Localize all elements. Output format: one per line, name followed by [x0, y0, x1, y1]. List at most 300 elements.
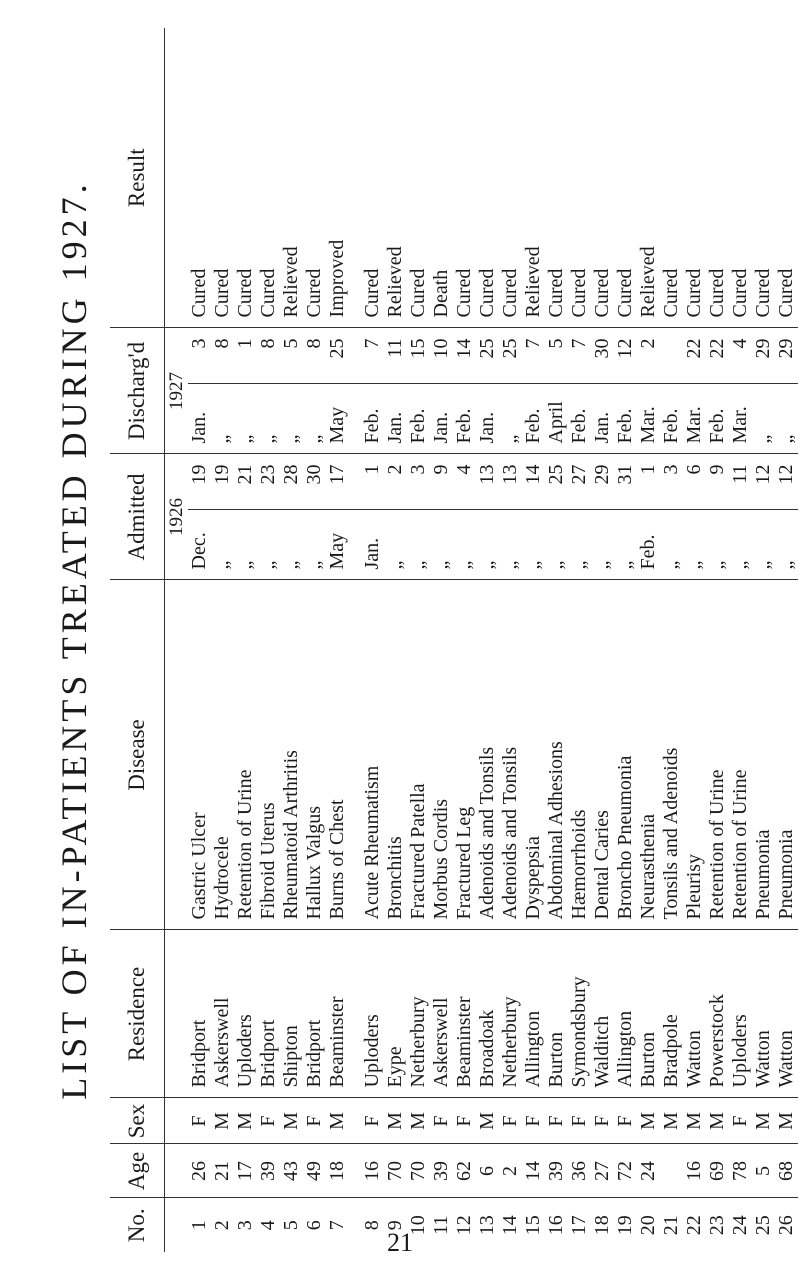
- admitted-year: 1926: [165, 454, 189, 580]
- residence-cell: Askerswell: [430, 930, 453, 1098]
- admitted-month-cell: „: [476, 510, 499, 580]
- sex-cell: M: [637, 1098, 660, 1144]
- discharged-day-cell: 3: [188, 328, 211, 384]
- row-number: 4: [257, 1220, 279, 1231]
- sex-cell: M: [280, 1098, 303, 1144]
- row-number: 18: [591, 1215, 613, 1236]
- disease-cell: Burns of Chest: [326, 580, 349, 930]
- admitted-day-cell: 29: [591, 454, 614, 510]
- sex-cell: M: [752, 1098, 775, 1144]
- result-cell: Cured: [568, 28, 591, 328]
- col-residence: Residence: [110, 930, 165, 1098]
- admitted-month-cell: Dec.: [188, 510, 211, 580]
- discharged-day-cell: 11: [384, 328, 407, 384]
- sex-cell: F: [361, 1098, 384, 1144]
- col-result: Result: [110, 28, 165, 328]
- table-row: [522, 28, 545, 1252]
- age-cell: 69: [706, 1144, 729, 1198]
- row-number: 16: [545, 1215, 567, 1236]
- result-cell: Cured: [407, 28, 430, 328]
- row-number: 6: [303, 1220, 325, 1231]
- disease-cell: Broncho Pneumonia: [614, 580, 637, 930]
- admitted-month-cell: „: [430, 510, 453, 580]
- result-cell: Cured: [775, 28, 798, 328]
- discharged-day-cell: 12: [614, 328, 637, 384]
- table-row: [729, 28, 752, 1252]
- admitted-month-cell: „: [522, 510, 545, 580]
- sex-cell: F: [188, 1098, 211, 1144]
- age-cell: 26: [188, 1144, 211, 1198]
- discharged-day-cell: 8: [211, 328, 234, 384]
- row-number: 5: [280, 1220, 302, 1231]
- table-row: [234, 28, 257, 1252]
- result-cell: Cured: [211, 28, 234, 328]
- discharged-day-cell: 7: [522, 328, 545, 384]
- admitted-month-cell: „: [706, 510, 729, 580]
- age-cell: 14: [522, 1144, 545, 1198]
- col-admitted: Admitted: [110, 454, 165, 580]
- admitted-day-cell: 19: [188, 454, 211, 510]
- discharged-month-cell: Feb.: [706, 384, 729, 454]
- discharged-day-cell: 5: [280, 328, 303, 384]
- admitted-month-cell: „: [453, 510, 476, 580]
- discharged-day-cell: 7: [568, 328, 591, 384]
- discharged-month-cell: Jan.: [591, 384, 614, 454]
- table-row: [775, 28, 798, 1252]
- age-cell: 39: [545, 1144, 568, 1198]
- residence-cell: Bridport: [188, 930, 211, 1098]
- table-row: [257, 28, 280, 1252]
- admitted-month-cell: „: [729, 510, 752, 580]
- residence-cell: Uploders: [361, 930, 384, 1098]
- admitted-day-cell: 28: [280, 454, 303, 510]
- disease-cell: Fractured Patella: [407, 580, 430, 930]
- result-cell: Death: [430, 28, 453, 328]
- disease-cell: Morbus Cordis: [430, 580, 453, 930]
- admitted-month-cell: „: [211, 510, 234, 580]
- disease-cell: Adenoids and Tonsils: [499, 580, 522, 930]
- sex-cell: M: [384, 1098, 407, 1144]
- sex-cell: M: [211, 1098, 234, 1144]
- age-cell: 27: [591, 1144, 614, 1198]
- result-cell: Cured: [752, 28, 775, 328]
- discharged-day-cell: 14: [453, 328, 476, 384]
- residence-cell: Uploders: [234, 930, 257, 1098]
- discharged-month-cell: May: [326, 384, 349, 454]
- admitted-month-cell: „: [499, 510, 522, 580]
- admitted-month-cell: „: [384, 510, 407, 580]
- age-cell: 6: [476, 1144, 499, 1198]
- sex-cell: F: [545, 1098, 568, 1144]
- age-cell: 36: [568, 1144, 591, 1198]
- table-row: [453, 28, 476, 1252]
- row-number: 10: [407, 1215, 429, 1236]
- table-gap-row: [349, 28, 361, 1252]
- discharged-month-cell: Mar.: [637, 384, 660, 454]
- residence-cell: Beaminster: [453, 930, 476, 1098]
- row-number: 11: [430, 1215, 452, 1235]
- table-row: [476, 28, 499, 1252]
- admitted-month-cell: „: [257, 510, 280, 580]
- age-cell: 39: [257, 1144, 280, 1198]
- sex-cell: F: [591, 1098, 614, 1144]
- disease-cell: Dyspepsia: [522, 580, 545, 930]
- discharged-month-cell: „: [280, 384, 303, 454]
- table-row: [752, 28, 775, 1252]
- discharged-year: 1927: [165, 328, 189, 454]
- admitted-month-cell: „: [775, 510, 798, 580]
- age-cell: 49: [303, 1144, 326, 1198]
- sex-cell: F: [453, 1098, 476, 1144]
- sex-cell: F: [614, 1098, 637, 1144]
- discharged-day-cell: 22: [683, 328, 706, 384]
- discharged-month-cell: Jan.: [430, 384, 453, 454]
- sex-cell: M: [234, 1098, 257, 1144]
- discharged-day-cell: 10: [430, 328, 453, 384]
- disease-cell: Pneumonia: [752, 580, 775, 930]
- discharged-month-cell: „: [499, 384, 522, 454]
- discharged-day-cell: 4: [729, 328, 752, 384]
- disease-cell: Adenoids and Tonsils: [476, 580, 499, 930]
- admitted-day-cell: 17: [326, 454, 349, 510]
- discharged-month-cell: „: [303, 384, 326, 454]
- result-cell: Relieved: [384, 28, 407, 328]
- discharged-day-cell: [660, 328, 683, 384]
- table-row: [280, 28, 303, 1252]
- discharged-month-cell: Mar.: [729, 384, 752, 454]
- table-row: [614, 28, 637, 1252]
- header-row: [110, 28, 165, 1252]
- residence-cell: Beaminster: [326, 930, 349, 1098]
- residence-cell: Netherbury: [499, 930, 522, 1098]
- admitted-day-cell: 1: [361, 454, 384, 510]
- result-cell: Relieved: [280, 28, 303, 328]
- row-number: 7: [326, 1220, 348, 1231]
- sex-cell: M: [706, 1098, 729, 1144]
- discharged-day-cell: 1: [234, 328, 257, 384]
- residence-cell: Broadoak: [476, 930, 499, 1098]
- disease-cell: Tonsils and Adenoids: [660, 580, 683, 930]
- discharged-month-cell: Feb.: [453, 384, 476, 454]
- discharged-month-cell: Mar.: [683, 384, 706, 454]
- admitted-month-cell: „: [591, 510, 614, 580]
- admitted-day-cell: 1: [637, 454, 660, 510]
- result-cell: Cured: [188, 28, 211, 328]
- discharged-month-cell: Feb.: [660, 384, 683, 454]
- discharged-day-cell: 29: [775, 328, 798, 384]
- disease-cell: Gastric Ulcer: [188, 580, 211, 930]
- admitted-month-cell: „: [407, 510, 430, 580]
- residence-cell: Burton: [637, 930, 660, 1098]
- result-cell: Cured: [545, 28, 568, 328]
- discharged-day-cell: 25: [326, 328, 349, 384]
- row-number: 23: [706, 1215, 728, 1236]
- discharged-month-cell: „: [775, 384, 798, 454]
- admitted-day-cell: 12: [775, 454, 798, 510]
- residence-cell: Uploders: [729, 930, 752, 1098]
- table-row: [683, 28, 706, 1252]
- table-row: [568, 28, 591, 1252]
- discharged-day-cell: 7: [361, 328, 384, 384]
- result-cell: Relieved: [637, 28, 660, 328]
- row-number: 12: [453, 1215, 475, 1236]
- patients-table: [110, 28, 798, 1252]
- result-cell: Cured: [660, 28, 683, 328]
- residence-cell: Watton: [775, 930, 798, 1098]
- residence-cell: Netherbury: [407, 930, 430, 1098]
- sex-cell: F: [257, 1098, 280, 1144]
- col-discharged: Discharg'd: [110, 328, 165, 454]
- discharged-month-cell: Jan.: [188, 384, 211, 454]
- discharged-day-cell: 30: [591, 328, 614, 384]
- discharged-month-cell: Jan.: [476, 384, 499, 454]
- age-cell: 78: [729, 1144, 752, 1198]
- discharged-day-cell: 8: [257, 328, 280, 384]
- discharged-month-cell: Feb.: [568, 384, 591, 454]
- table-row: [545, 28, 568, 1252]
- discharged-month-cell: Feb.: [407, 384, 430, 454]
- admitted-day-cell: 12: [752, 454, 775, 510]
- row-number: 25: [752, 1215, 774, 1236]
- discharged-day-cell: 8: [303, 328, 326, 384]
- row-number: 17: [568, 1215, 590, 1236]
- sex-cell: F: [568, 1098, 591, 1144]
- admitted-day-cell: 31: [614, 454, 637, 510]
- admitted-month-cell: „: [568, 510, 591, 580]
- disease-cell: Bronchitis: [384, 580, 407, 930]
- residence-cell: Eype: [384, 930, 407, 1098]
- row-number: 13: [476, 1215, 498, 1236]
- admitted-month-cell: „: [280, 510, 303, 580]
- age-cell: 16: [361, 1144, 384, 1198]
- discharged-day-cell: 25: [499, 328, 522, 384]
- row-number: 22: [683, 1215, 705, 1236]
- discharged-day-cell: 15: [407, 328, 430, 384]
- admitted-day-cell: 3: [660, 454, 683, 510]
- result-cell: Cured: [591, 28, 614, 328]
- page-title: LIST OF IN-PATIENTS TREATED DURING 1927.: [54, 180, 94, 1100]
- admitted-month-cell: „: [303, 510, 326, 580]
- result-cell: Cured: [499, 28, 522, 328]
- discharged-month-cell: „: [211, 384, 234, 454]
- sex-cell: M: [683, 1098, 706, 1144]
- admitted-month-cell: „: [660, 510, 683, 580]
- residence-cell: Powerstock: [706, 930, 729, 1098]
- disease-cell: Neurasthenia: [637, 580, 660, 930]
- discharged-month-cell: „: [752, 384, 775, 454]
- admitted-day-cell: 27: [568, 454, 591, 510]
- age-cell: 39: [430, 1144, 453, 1198]
- table-row: [407, 28, 430, 1252]
- admitted-day-cell: 9: [430, 454, 453, 510]
- result-cell: Improved: [326, 28, 349, 328]
- age-cell: [660, 1144, 683, 1198]
- disease-cell: Hydrocele: [211, 580, 234, 930]
- table-row: [188, 28, 211, 1252]
- row-number: 15: [522, 1215, 544, 1236]
- age-cell: 72: [614, 1144, 637, 1198]
- rotated-page: [52, 28, 797, 1252]
- row-number: 24: [729, 1215, 751, 1236]
- result-cell: Cured: [234, 28, 257, 328]
- admitted-day-cell: 23: [257, 454, 280, 510]
- age-cell: 70: [407, 1144, 430, 1198]
- discharged-month-cell: Feb.: [522, 384, 545, 454]
- row-number: 8: [361, 1220, 383, 1231]
- page-number: 21: [387, 1228, 413, 1257]
- admitted-month-cell: May: [326, 510, 349, 580]
- residence-cell: Burton: [545, 930, 568, 1098]
- residence-cell: Bridport: [257, 930, 280, 1098]
- admitted-day-cell: 13: [499, 454, 522, 510]
- disease-cell: Pneumonia: [775, 580, 798, 930]
- admitted-day-cell: 9: [706, 454, 729, 510]
- result-cell: Cured: [361, 28, 384, 328]
- age-cell: 17: [234, 1144, 257, 1198]
- admitted-month-cell: „: [614, 510, 637, 580]
- residence-cell: Symondsbury: [568, 930, 591, 1098]
- sex-cell: M: [476, 1098, 499, 1144]
- disease-cell: Abdominal Adhesions: [545, 580, 568, 930]
- disease-cell: Fractured Leg: [453, 580, 476, 930]
- disease-cell: Hæmorrhoids: [568, 580, 591, 930]
- admitted-day-cell: 4: [453, 454, 476, 510]
- result-cell: Cured: [303, 28, 326, 328]
- row-number: 1: [188, 1220, 210, 1231]
- admitted-day-cell: 3: [407, 454, 430, 510]
- age-cell: 5: [752, 1144, 775, 1198]
- table-row: [660, 28, 683, 1252]
- sex-cell: M: [407, 1098, 430, 1144]
- row-number: 9: [384, 1220, 406, 1231]
- residence-cell: Watton: [752, 930, 775, 1098]
- table-row: [326, 28, 349, 1252]
- discharged-day-cell: 22: [706, 328, 729, 384]
- admitted-day-cell: 21: [234, 454, 257, 510]
- admitted-month-cell: „: [545, 510, 568, 580]
- age-cell: 43: [280, 1144, 303, 1198]
- age-cell: 62: [453, 1144, 476, 1198]
- residence-cell: Bridport: [303, 930, 326, 1098]
- discharged-month-cell: „: [257, 384, 280, 454]
- table-row: [430, 28, 453, 1252]
- discharged-day-cell: 5: [545, 328, 568, 384]
- age-cell: 18: [326, 1144, 349, 1198]
- disease-cell: Retention of Urine: [234, 580, 257, 930]
- residence-cell: Shipton: [280, 930, 303, 1098]
- result-cell: Cured: [257, 28, 280, 328]
- result-cell: Cured: [453, 28, 476, 328]
- sex-cell: F: [430, 1098, 453, 1144]
- table-row: [706, 28, 729, 1252]
- age-cell: 21: [211, 1144, 234, 1198]
- discharged-day-cell: 29: [752, 328, 775, 384]
- result-cell: Relieved: [522, 28, 545, 328]
- residence-cell: Walditch: [591, 930, 614, 1098]
- discharged-month-cell: Feb.: [361, 384, 384, 454]
- table-row: [303, 28, 326, 1252]
- residence-cell: Allington: [522, 930, 545, 1098]
- residence-cell: Watton: [683, 930, 706, 1098]
- result-cell: Cured: [476, 28, 499, 328]
- row-number: 26: [775, 1215, 797, 1236]
- disease-cell: Dental Caries: [591, 580, 614, 930]
- sex-cell: F: [499, 1098, 522, 1144]
- disease-cell: Hallux Valgus: [303, 580, 326, 930]
- admitted-month-cell: „: [752, 510, 775, 580]
- disease-cell: Fibroid Uterus: [257, 580, 280, 930]
- disease-cell: Pleurisy: [683, 580, 706, 930]
- table-row: [637, 28, 660, 1252]
- row-number: 19: [614, 1215, 636, 1236]
- admitted-day-cell: 6: [683, 454, 706, 510]
- result-cell: Cured: [614, 28, 637, 328]
- row-number: 14: [499, 1215, 521, 1236]
- col-no: No.: [110, 1198, 165, 1252]
- age-cell: 68: [775, 1144, 798, 1198]
- table-row: [499, 28, 522, 1252]
- admitted-month-cell: „: [683, 510, 706, 580]
- residence-cell: Bradpole: [660, 930, 683, 1098]
- row-number: 3: [234, 1220, 256, 1231]
- discharged-day-cell: 2: [637, 328, 660, 384]
- admitted-month-cell: Feb.: [637, 510, 660, 580]
- admitted-day-cell: 30: [303, 454, 326, 510]
- discharged-month-cell: Feb.: [614, 384, 637, 454]
- table-row: [591, 28, 614, 1252]
- disease-cell: Rheumatoid Arthritis: [280, 580, 303, 930]
- residence-cell: Askerswell: [211, 930, 234, 1098]
- col-sex: Sex: [110, 1098, 165, 1144]
- row-number: 20: [637, 1215, 659, 1236]
- discharged-day-cell: 25: [476, 328, 499, 384]
- table-body: [165, 28, 799, 1252]
- admitted-day-cell: 2: [384, 454, 407, 510]
- age-cell: 70: [384, 1144, 407, 1198]
- result-cell: Cured: [683, 28, 706, 328]
- table-row: [384, 28, 407, 1252]
- disease-cell: Retention of Urine: [729, 580, 752, 930]
- disease-cell: Acute Rheumatism: [361, 580, 384, 930]
- col-age: Age: [110, 1144, 165, 1198]
- year-row: [165, 28, 189, 1252]
- table-row: [361, 28, 384, 1252]
- row-number: 2: [211, 1220, 233, 1231]
- admitted-month-cell: „: [234, 510, 257, 580]
- table-row: [211, 28, 234, 1252]
- admitted-day-cell: 19: [211, 454, 234, 510]
- admitted-day-cell: 14: [522, 454, 545, 510]
- sex-cell: M: [775, 1098, 798, 1144]
- sex-cell: F: [303, 1098, 326, 1144]
- discharged-month-cell: Jan.: [384, 384, 407, 454]
- admitted-day-cell: 11: [729, 454, 752, 510]
- discharged-month-cell: April: [545, 384, 568, 454]
- sex-cell: M: [326, 1098, 349, 1144]
- row-number: 21: [660, 1215, 682, 1236]
- age-cell: 24: [637, 1144, 660, 1198]
- residence-cell: Allington: [614, 930, 637, 1098]
- result-cell: Cured: [729, 28, 752, 328]
- sex-cell: M: [660, 1098, 683, 1144]
- admitted-day-cell: 25: [545, 454, 568, 510]
- admitted-day-cell: 13: [476, 454, 499, 510]
- disease-cell: Retention of Urine: [706, 580, 729, 930]
- sex-cell: F: [729, 1098, 752, 1144]
- result-cell: Cured: [706, 28, 729, 328]
- discharged-month-cell: „: [234, 384, 257, 454]
- age-cell: 2: [499, 1144, 522, 1198]
